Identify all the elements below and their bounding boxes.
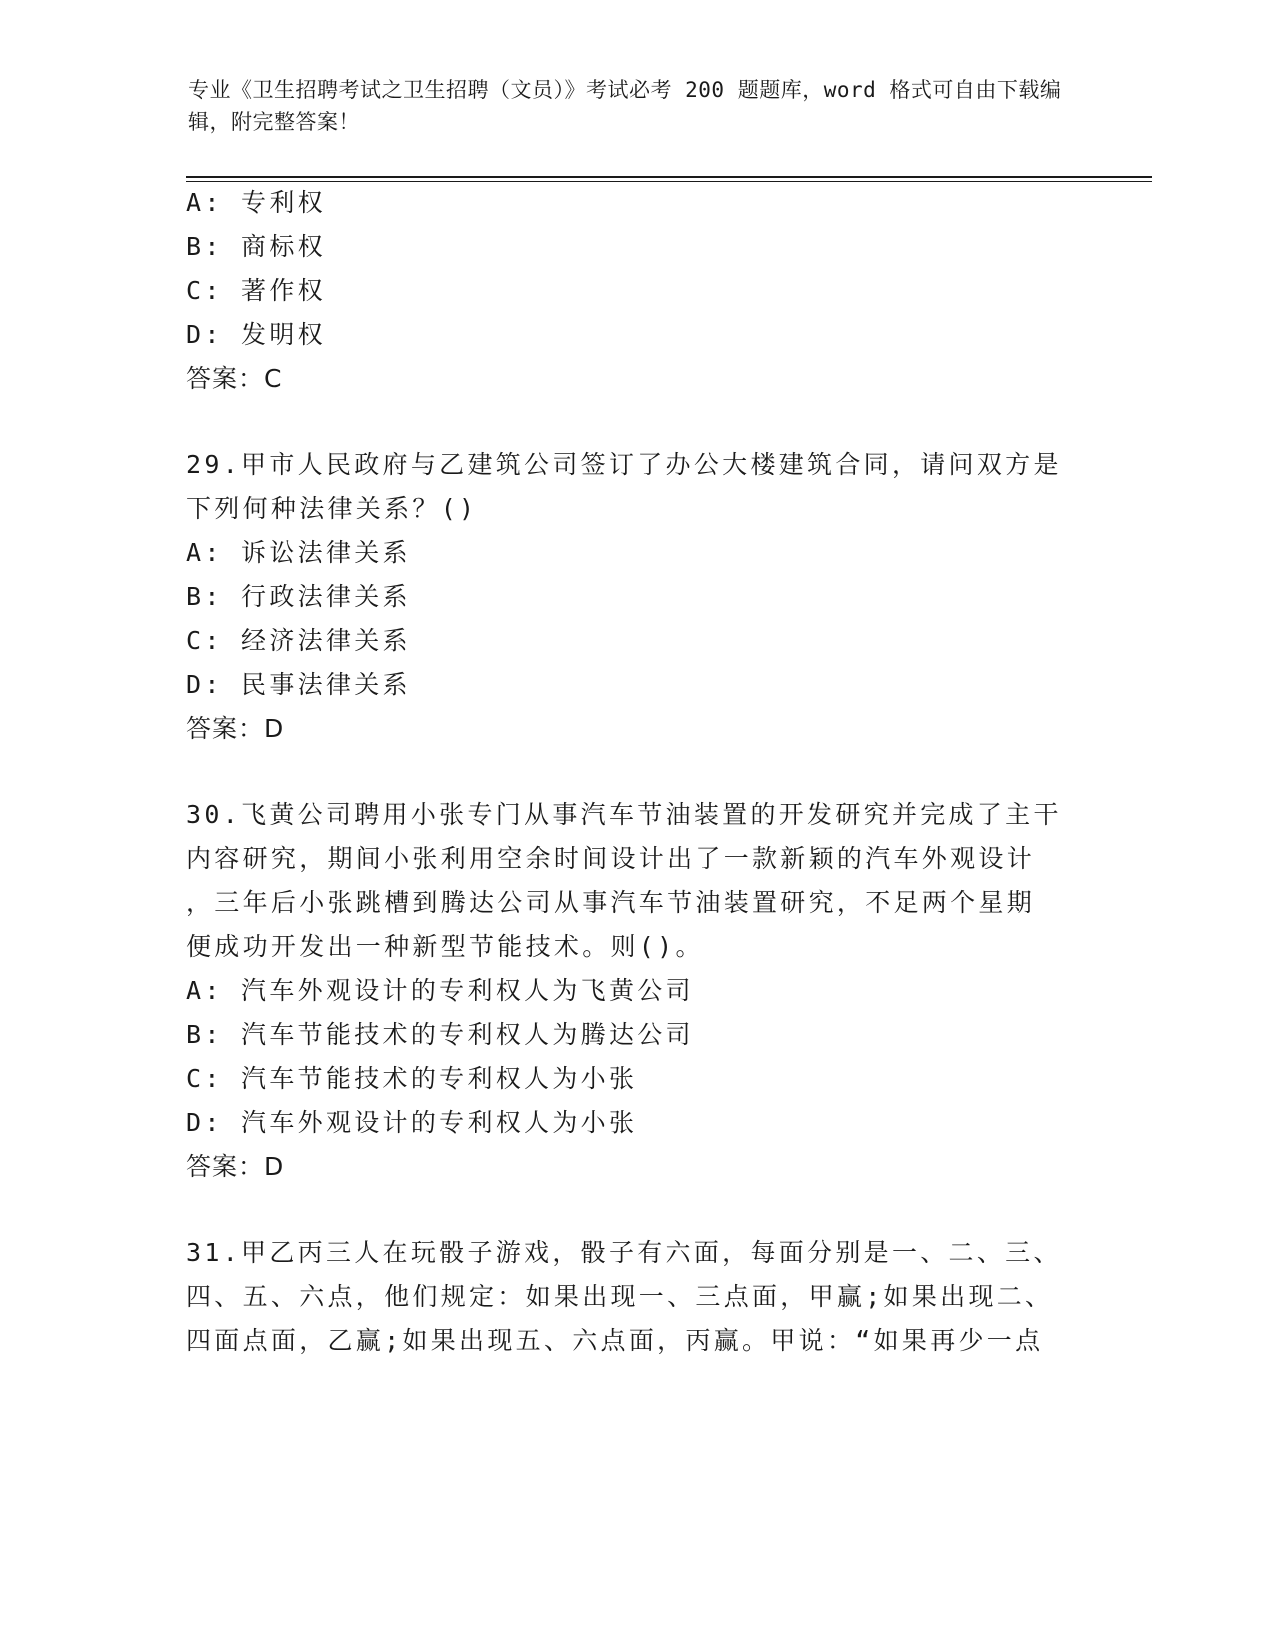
header-rule-thin — [186, 181, 1152, 182]
answer-line: 答案：D — [186, 714, 285, 743]
option-a: A: 诉讼法律关系 — [186, 538, 411, 567]
option-b: B: 汽车节能技术的专利权人为腾达公司 — [186, 1020, 694, 1049]
question-stem-line: 便成功开发出一种新型节能技术。则()。 — [186, 932, 704, 961]
header-rule — [186, 176, 1152, 178]
option-d: D: 汽车外观设计的专利权人为小张 — [186, 1108, 638, 1137]
question-stem-line: 四面点面，乙赢;如果出现五、六点面，丙赢。甲说：“如果再少一点 — [186, 1326, 1044, 1355]
question-stem-line: 29.甲市人民政府与乙建筑公司签订了办公大楼建筑合同，请问双方是 — [186, 450, 1062, 479]
question-stem-line: 内容研究，期间小张利用空余时间设计出了一款新颖的汽车外观设计 — [186, 844, 1036, 873]
option-d: D: 民事法律关系 — [186, 670, 411, 699]
option-c: C: 汽车节能技术的专利权人为小张 — [186, 1064, 638, 1093]
question-stem-line: 31.甲乙丙三人在玩骰子游戏，骰子有六面，每面分别是一、二、三、 — [186, 1238, 1062, 1267]
question-stem-line: 30.飞黄公司聘用小张专门从事汽车节油装置的开发研究并完成了主干 — [186, 800, 1062, 829]
option-b: B: 行政法律关系 — [186, 582, 411, 611]
option-c: C: 经济法律关系 — [186, 626, 411, 655]
document-header: 专业《卫生招聘考试之卫生招聘（文员）》考试必考 200 题题库，word 格式可自由下载编辑，附完整答案！ — [188, 78, 1062, 134]
option-d: D: 发明权 — [186, 320, 326, 349]
answer-line: 答案：D — [186, 1152, 285, 1181]
option-a: A: 专利权 — [186, 188, 326, 217]
option-c: C: 著作权 — [186, 276, 326, 305]
answer-line: 答案：C — [186, 364, 283, 393]
question-stem-line: 四、五、六点，他们规定：如果出现一、三点面，甲赢;如果出现二、 — [186, 1282, 1054, 1311]
question-stem-line: ，三年后小张跳槽到腾达公司从事汽车节油装置研究，不足两个星期 — [186, 888, 1036, 917]
option-a: A: 汽车外观设计的专利权人为飞黄公司 — [186, 976, 694, 1005]
option-b: B: 商标权 — [186, 232, 326, 261]
question-stem-line: 下列何种法律关系？() — [186, 494, 478, 523]
